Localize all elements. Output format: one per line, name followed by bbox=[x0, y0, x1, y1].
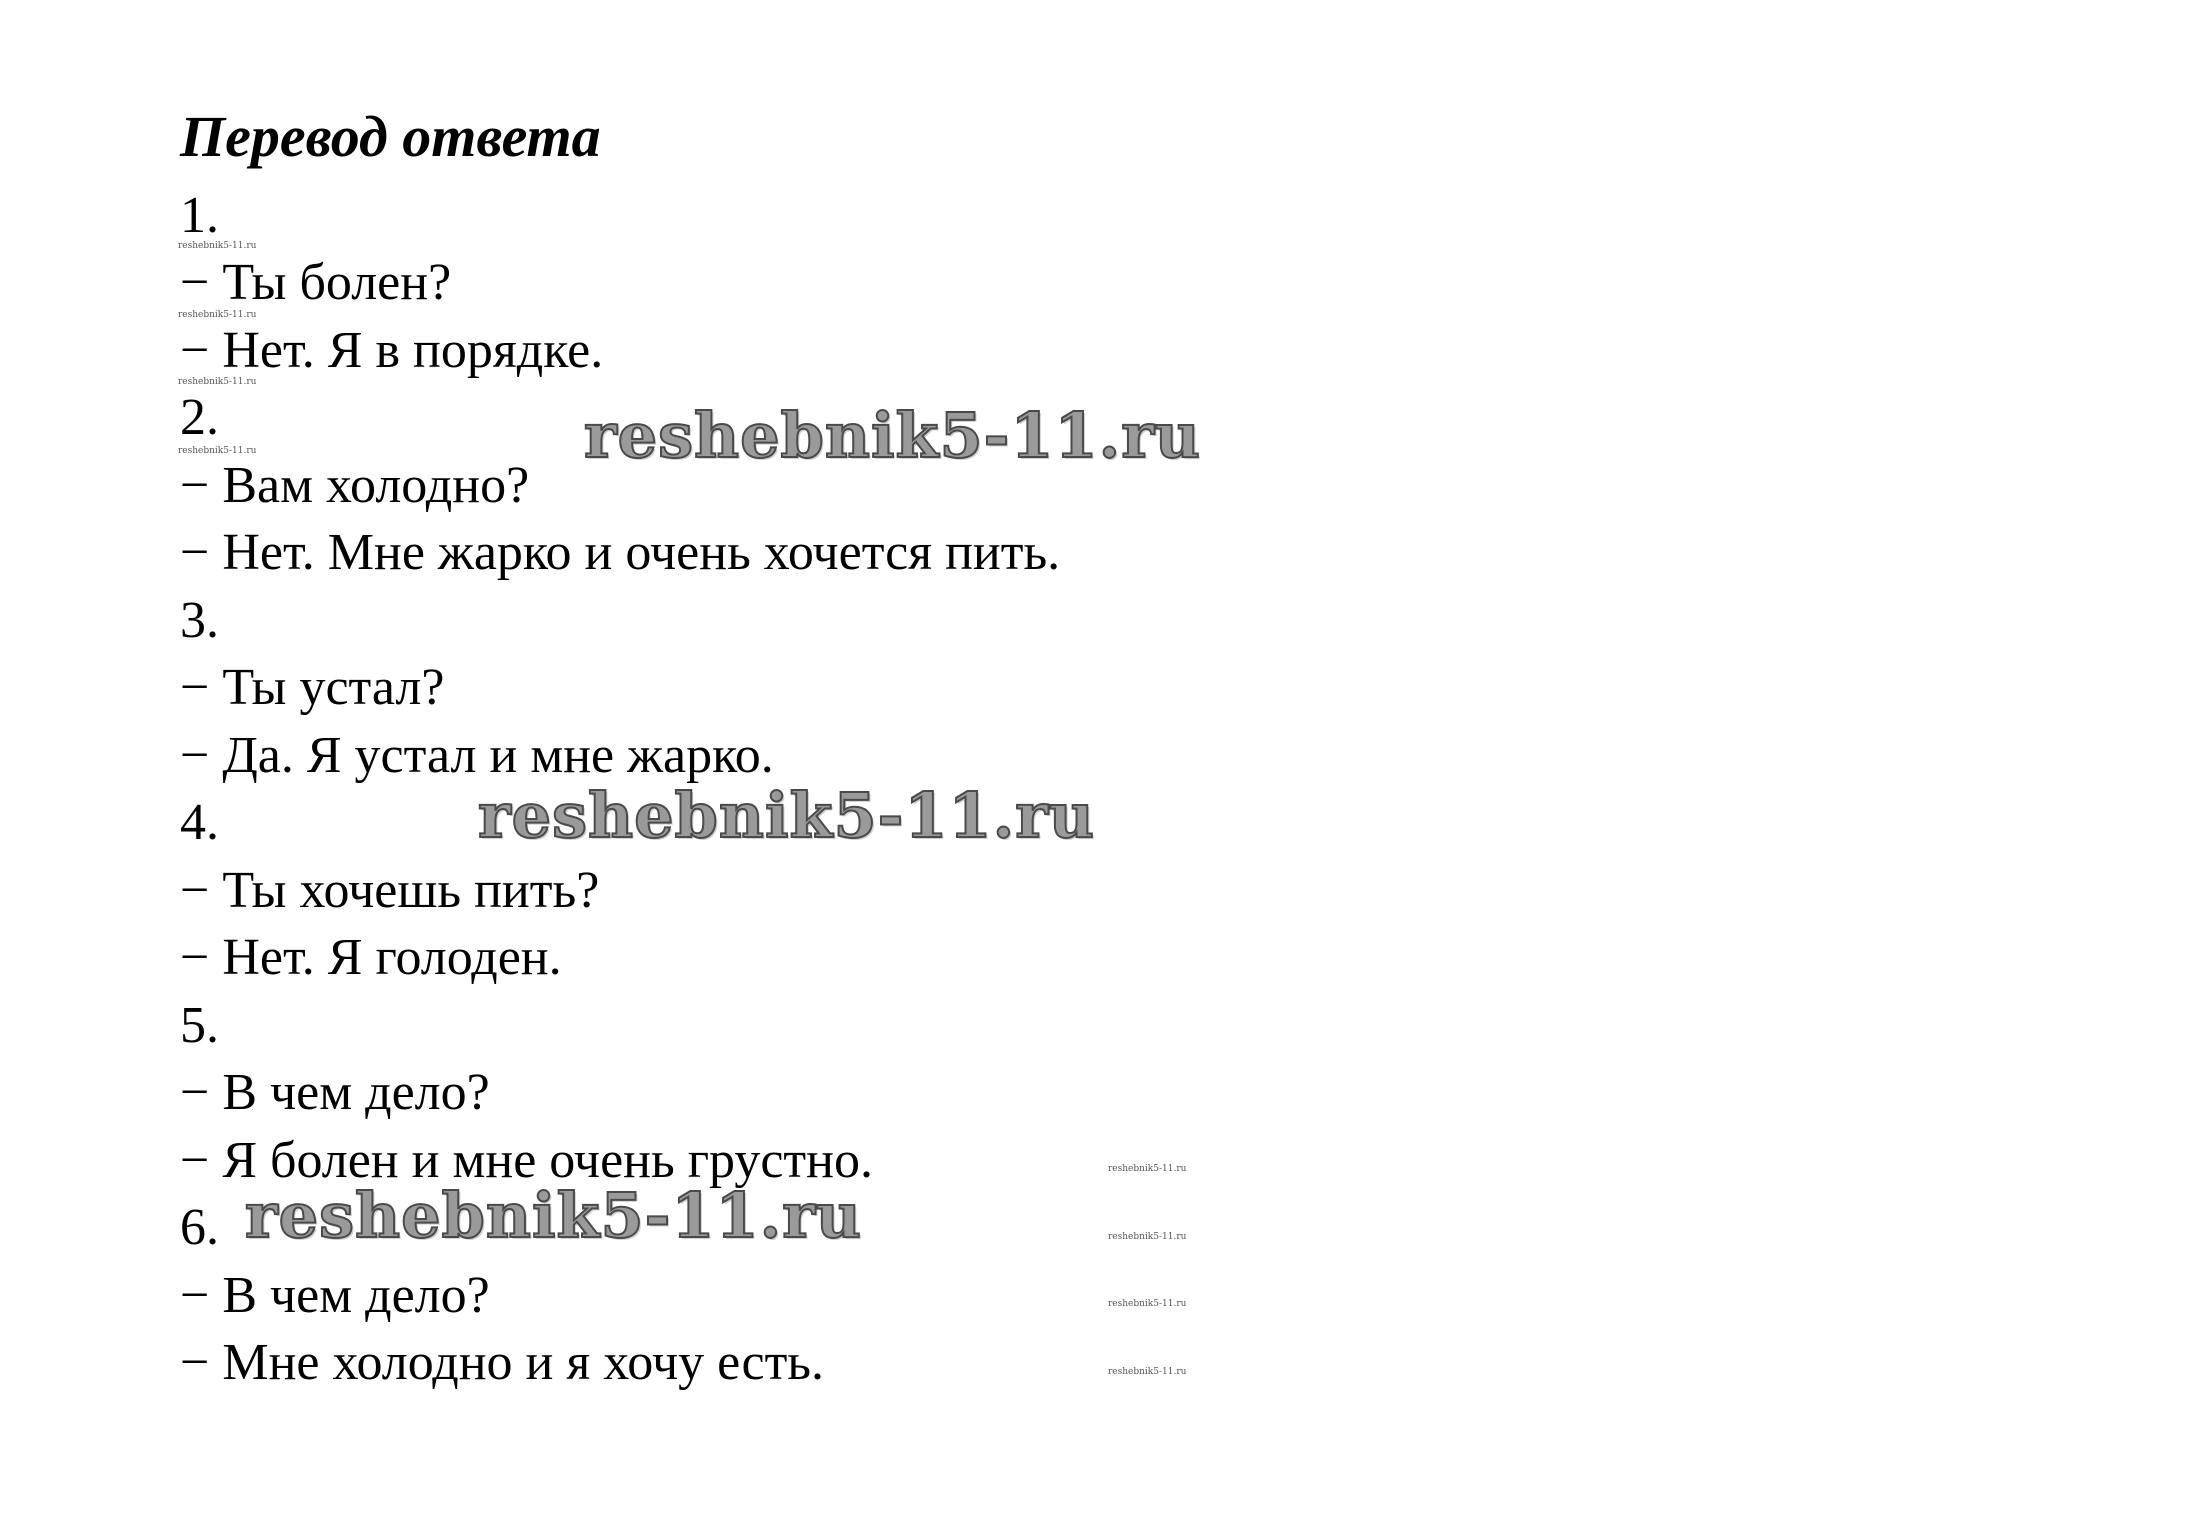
dialog-line: − Вам холодно? bbox=[180, 457, 530, 514]
watermark-logo: reshebnik5-11.ru bbox=[478, 779, 1095, 852]
item-number-4: 4. bbox=[180, 794, 219, 851]
item-number-6: 6. bbox=[180, 1199, 219, 1256]
watermark-small: reshebnik5-11.ru bbox=[1108, 1164, 1187, 1174]
watermark-small: reshebnik5-11.ru bbox=[178, 241, 257, 251]
watermark-logo: reshebnik5-11.ru bbox=[245, 1179, 862, 1252]
dialog-line: − Я болен и мне очень грустно. bbox=[180, 1132, 873, 1189]
dialog-line: − В чем дело? bbox=[180, 1267, 490, 1324]
dialog-line: − Ты болен? bbox=[180, 254, 452, 311]
dialog-line: − В чем дело? bbox=[180, 1064, 490, 1121]
dialog-line: − Нет. Мне жарко и очень хочется пить. bbox=[180, 524, 1061, 581]
dialog-line: − Ты устал? bbox=[180, 659, 445, 716]
dialog-line: − Мне холодно и я хочу есть. bbox=[180, 1334, 825, 1391]
watermark-small: reshebnik5-11.ru bbox=[178, 377, 257, 387]
item-number-5: 5. bbox=[180, 997, 219, 1054]
dialog-line: − Ты хочешь пить? bbox=[180, 862, 600, 919]
dialog-line: − Нет. Я голоден. bbox=[180, 929, 562, 986]
item-number-1: 1. bbox=[180, 187, 219, 244]
dialog-line: − Да. Я устал и мне жарко. bbox=[180, 727, 774, 784]
item-number-3: 3. bbox=[180, 592, 219, 649]
watermark-small: reshebnik5-11.ru bbox=[1108, 1367, 1187, 1377]
watermark-small: reshebnik5-11.ru bbox=[1108, 1232, 1187, 1242]
watermark-logo: reshebnik5-11.ru bbox=[584, 399, 1201, 472]
document-title: Перевод ответа bbox=[180, 104, 601, 169]
watermark-small: reshebnik5-11.ru bbox=[178, 446, 257, 456]
item-number-2: 2. bbox=[180, 389, 219, 446]
dialog-line: − Нет. Я в порядке. bbox=[180, 322, 604, 379]
watermark-small: reshebnik5-11.ru bbox=[178, 310, 257, 320]
watermark-small: reshebnik5-11.ru bbox=[1108, 1299, 1187, 1309]
